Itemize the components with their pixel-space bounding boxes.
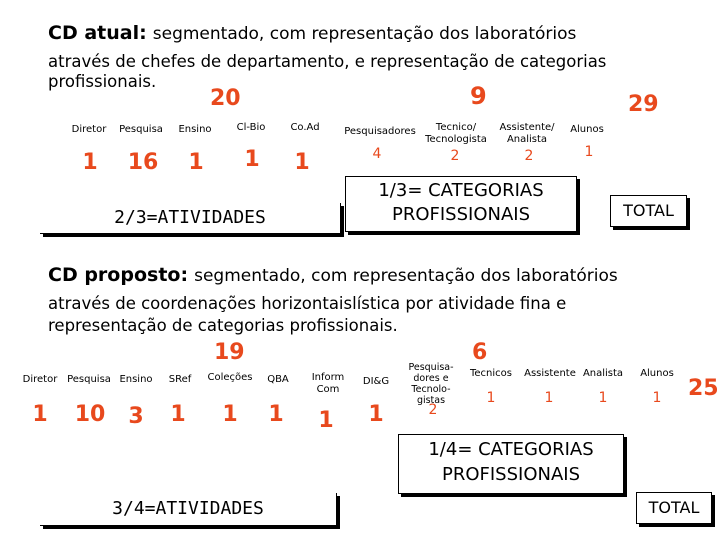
current-category-label: Alunos (570, 124, 604, 135)
proposed-category-label: Tecnicos (469, 368, 512, 379)
current-category-value: 4 (372, 146, 382, 162)
proposed-total-caption-text: TOTAL (648, 498, 700, 517)
current-category-label: Pesquisadores (344, 126, 416, 137)
current-activity-label: Co.Ad (290, 122, 320, 133)
current-line3: profissionais. (48, 72, 157, 91)
current-total-caption (610, 195, 687, 227)
proposed-activity-value: 1 (222, 402, 238, 427)
current-activity-value: 16 (127, 150, 159, 175)
proposed-activity-label: DI&G (362, 376, 390, 387)
current-activities-total: 20 (210, 86, 241, 111)
current-activity-value: 1 (82, 150, 98, 175)
proposed-activity-value: 1 (32, 402, 48, 427)
proposed-activity-label: Inform Com (311, 372, 345, 395)
proposed-category-value: 2 (428, 402, 438, 418)
current-activity-label: Cl-Bio (236, 122, 266, 133)
proposed-activity-label: Pesquisa (67, 374, 111, 385)
proposed-category-label: Assistente (524, 368, 576, 379)
proposed-categories-caption-line2: PROFISSIONAIS (441, 464, 581, 485)
current-categories-caption-line1: 1/3= CATEGORIAS (378, 180, 544, 201)
proposed-grand-total: 25 (688, 376, 719, 401)
current-category-label: Assistente/ Analista (499, 122, 555, 145)
proposed-activities-total: 19 (214, 340, 245, 365)
current-activity-value: 1 (244, 147, 260, 172)
proposed-activity-value: 1 (170, 402, 186, 427)
current-total-caption-text: TOTAL (623, 201, 674, 220)
proposed-heading (48, 264, 618, 286)
proposed-activities-caption (40, 493, 337, 526)
proposed-activity-label: SRef (168, 374, 192, 385)
proposed-activities-caption-text: 3/4=ATIVIDADES (112, 498, 264, 519)
proposed-categories-total: 6 (472, 340, 488, 365)
current-activity-label: Ensino (178, 124, 212, 135)
current-category-value: 2 (524, 148, 534, 164)
proposed-category-value: 1 (652, 390, 662, 406)
current-activity-value: 1 (294, 150, 310, 175)
current-activity-label: Pesquisa (119, 124, 163, 135)
current-activities-caption (40, 203, 341, 234)
current-heading-rest: segmentado, com representação dos laboratórios (152, 24, 577, 44)
proposed-activity-label: Ensino (119, 374, 153, 385)
current-activity-value: 1 (188, 150, 204, 175)
proposed-activity-label: Diretor (22, 374, 58, 385)
proposed-line3: representação de categorias profissionais. (48, 316, 398, 335)
proposed-category-value: 1 (598, 390, 608, 406)
proposed-activity-value: 3 (128, 404, 144, 429)
current-category-value: 2 (450, 148, 460, 164)
current-category-label: Tecnico/ Tecnologista (425, 122, 487, 145)
proposed-category-label: Analista (582, 368, 624, 379)
proposed-categories-caption-line1: 1/4= CATEGORIAS (428, 439, 594, 460)
current-heading (48, 22, 576, 44)
proposed-activity-value: 10 (74, 402, 106, 427)
proposed-activity-value: 1 (318, 408, 334, 433)
proposed-activity-label: Coleções (207, 372, 253, 383)
current-activities-caption-text: 2/3=ATIVIDADES (114, 207, 266, 228)
proposed-category-label: Alunos (640, 368, 674, 379)
proposed-heading-bold: CD proposto: (48, 264, 189, 286)
proposed-activity-value: 1 (368, 402, 384, 427)
current-categories-caption (345, 176, 577, 232)
proposed-heading-rest: segmentado, com representação dos laboratórios (194, 266, 618, 286)
proposed-category-value: 1 (486, 390, 496, 406)
proposed-line2: através de coordenações horizontaislística por atividade fina e (48, 294, 567, 313)
current-grand-total: 29 (628, 92, 659, 117)
proposed-total-caption (636, 492, 712, 524)
proposed-category-value: 1 (544, 390, 554, 406)
current-activity-label: Diretor (71, 124, 107, 135)
current-line2: através de chefes de departamento, e representação de categorias (48, 52, 607, 71)
current-categories-total: 9 (470, 82, 487, 110)
proposed-activity-label: QBA (267, 374, 289, 385)
current-heading-bold: CD atual: (48, 22, 147, 44)
proposed-activity-value: 1 (268, 402, 284, 427)
proposed-categories-caption (398, 434, 624, 494)
current-categories-caption-line2: PROFISSIONAIS (391, 204, 531, 225)
current-category-value: 1 (584, 144, 594, 160)
proposed-category-label: Pesquisa-dores e Tecnolo-gistas (408, 362, 454, 406)
